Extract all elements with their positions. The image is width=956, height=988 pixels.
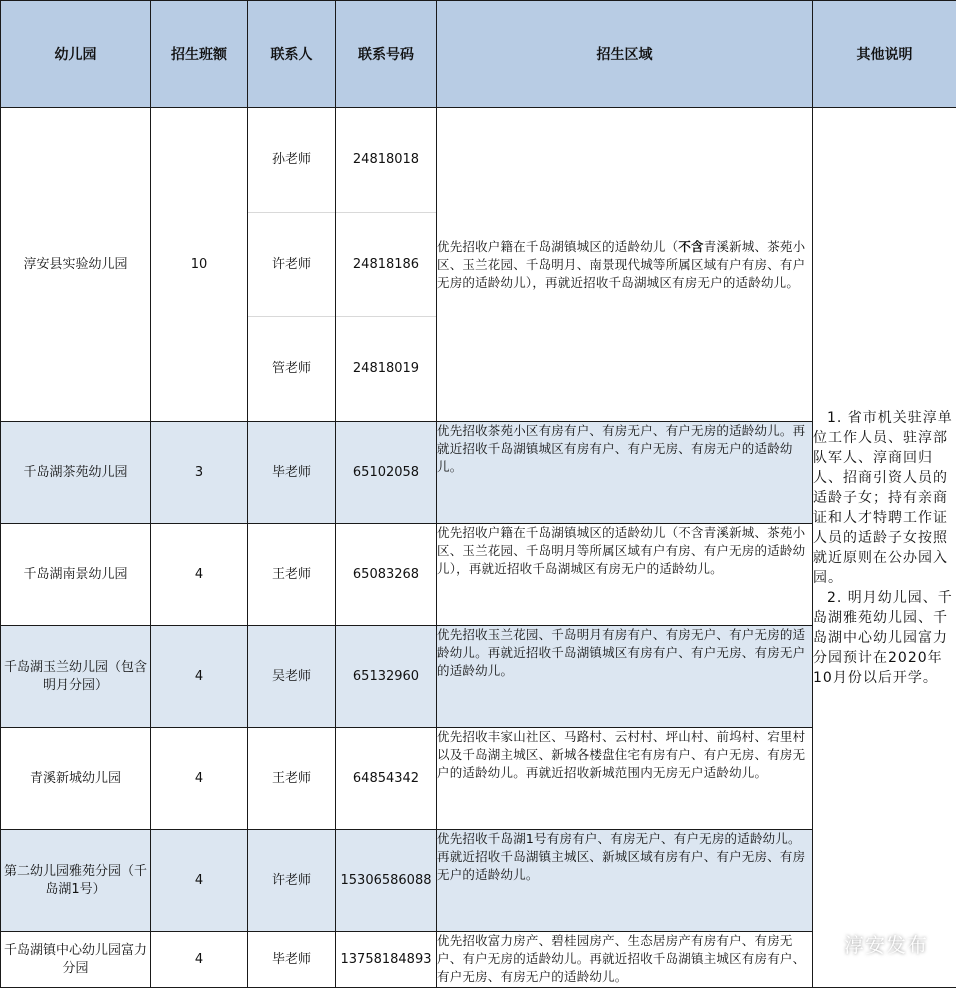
contact-phone: 64854342 (336, 728, 437, 830)
enrollment-region: 优先招收玉兰花园、千岛明月有房有户、有房无户、有户无房的适龄幼儿。再就近招收千岛湖镇城区有房有户、有户无房、有房无户的适龄幼儿。 (437, 626, 813, 728)
class-quota: 3 (151, 422, 248, 524)
header-row (1, 1, 956, 108)
kindergarten-name: 千岛湖南景幼儿园 (1, 524, 151, 626)
class-quota: 4 (151, 626, 248, 728)
class-quota: 4 (151, 830, 248, 932)
contact-phone: 24818018 (336, 108, 436, 213)
kindergarten-name: 千岛湖茶苑幼儿园 (1, 422, 151, 524)
class-quota: 10 (151, 108, 248, 422)
kindergarten-name: 淳安县实验幼儿园 (1, 108, 151, 422)
header-kindergarten: 幼儿园 (1, 1, 151, 108)
contact-phone: 15306586088 (336, 830, 437, 932)
class-quota: 4 (151, 524, 248, 626)
enrollment-region: 优先招收户籍在千岛湖镇城区的适龄幼儿（不含青溪新城、茶苑小区、玉兰花园、千岛明月等所属区域有户有房、有户无房的适龄幼儿），再就近招收千岛湖城区有房无户的适龄幼儿。 (437, 524, 813, 626)
kindergarten-name: 千岛湖玉兰幼儿园（包含明月分园） (1, 626, 151, 728)
enrollment-region: 优先招收千岛湖1号有房有户、有房无户、有户无房的适龄幼儿。再就近招收千岛湖镇主城区、新城区域有房有户、有户无房、有房无户的适龄幼儿。 (437, 830, 813, 932)
kindergarten-name: 青溪新城幼儿园 (1, 728, 151, 830)
contact-phone: 65102058 (336, 422, 437, 524)
contact-phone: 65083268 (336, 524, 437, 626)
other-notes (813, 108, 956, 988)
header-phone: 联系号码 (336, 1, 437, 108)
header-region: 招生区域 (437, 1, 813, 108)
header-notes: 其他说明 (813, 1, 956, 108)
contact-person: 管老师 (248, 317, 335, 421)
class-quota: 4 (151, 932, 248, 988)
watermark-text: 淳安发布 (844, 929, 928, 958)
notes-paragraph-1: 1. 省市机关驻淳单位工作人员、驻淳部队军人、淳商回归人、招商引资人员的适龄子女；持有亲商证和人才特聘工作证人员的适龄子女按照就近原则在公办园入园。 (813, 408, 956, 588)
contact-person: 毕老师 (248, 422, 336, 524)
kindergarten-name: 千岛湖镇中心幼儿园富力分园 (1, 932, 151, 988)
contact-phone: 24818186 (336, 213, 436, 318)
notes-paragraph-2: 2. 明月幼儿园、千岛湖雅苑幼儿园、千岛湖中心幼儿园富力分园预计在2020年10月份以后开学。 (813, 588, 956, 688)
wechat-icon (814, 933, 838, 955)
watermark (814, 929, 928, 958)
contact-phone-cell (336, 108, 437, 422)
header-contact: 联系人 (248, 1, 336, 108)
contact-person: 许老师 (248, 830, 336, 932)
contact-person: 王老师 (248, 728, 336, 830)
contact-person: 毕老师 (248, 932, 336, 988)
header-quota: 招生班额 (151, 1, 248, 108)
contact-person-cell (248, 108, 336, 422)
table-row (1, 108, 956, 422)
enrollment-region: 优先招收富力房产、碧桂园房产、生态居房产有房有户、有房无户、有户无房的适龄幼儿。再就近招收千岛湖镇主城区有房有户、有户无房、有房无户的适龄幼儿。 (437, 932, 813, 988)
contact-person: 吴老师 (248, 626, 336, 728)
contact-person: 孙老师 (248, 108, 335, 213)
enrollment-region: 优先招收茶苑小区有房有户、有房无户、有户无房的适龄幼儿。再就近招收千岛湖镇城区有房有户、有户无房、有房无户的适龄幼儿。 (437, 422, 813, 524)
contact-phone: 65132960 (336, 626, 437, 728)
contact-phone: 13758184893 (336, 932, 437, 988)
contact-person: 许老师 (248, 213, 335, 318)
contact-person: 王老师 (248, 524, 336, 626)
contact-phone: 24818019 (336, 317, 436, 421)
enrollment-region: 优先招收丰家山社区、马路村、云村村、坪山村、前坞村、宕里村以及千岛湖主城区、新城各楼盘住宅有房有户、有户无房、有房无户的适龄幼儿。再就近招收新城范围内无房无户适龄幼儿。 (437, 728, 813, 830)
kindergarten-name: 第二幼儿园雅苑分园（千岛湖1号） (1, 830, 151, 932)
class-quota: 4 (151, 728, 248, 830)
enrollment-region: 优先招收户籍在千岛湖镇城区的适龄幼儿（不含青溪新城、茶苑小区、玉兰花园、千岛明月、南景现代城等所属区域有户有房、有户无房的适龄幼儿），再就近招收千岛湖城区有房无户的适龄幼儿。 (437, 108, 813, 422)
